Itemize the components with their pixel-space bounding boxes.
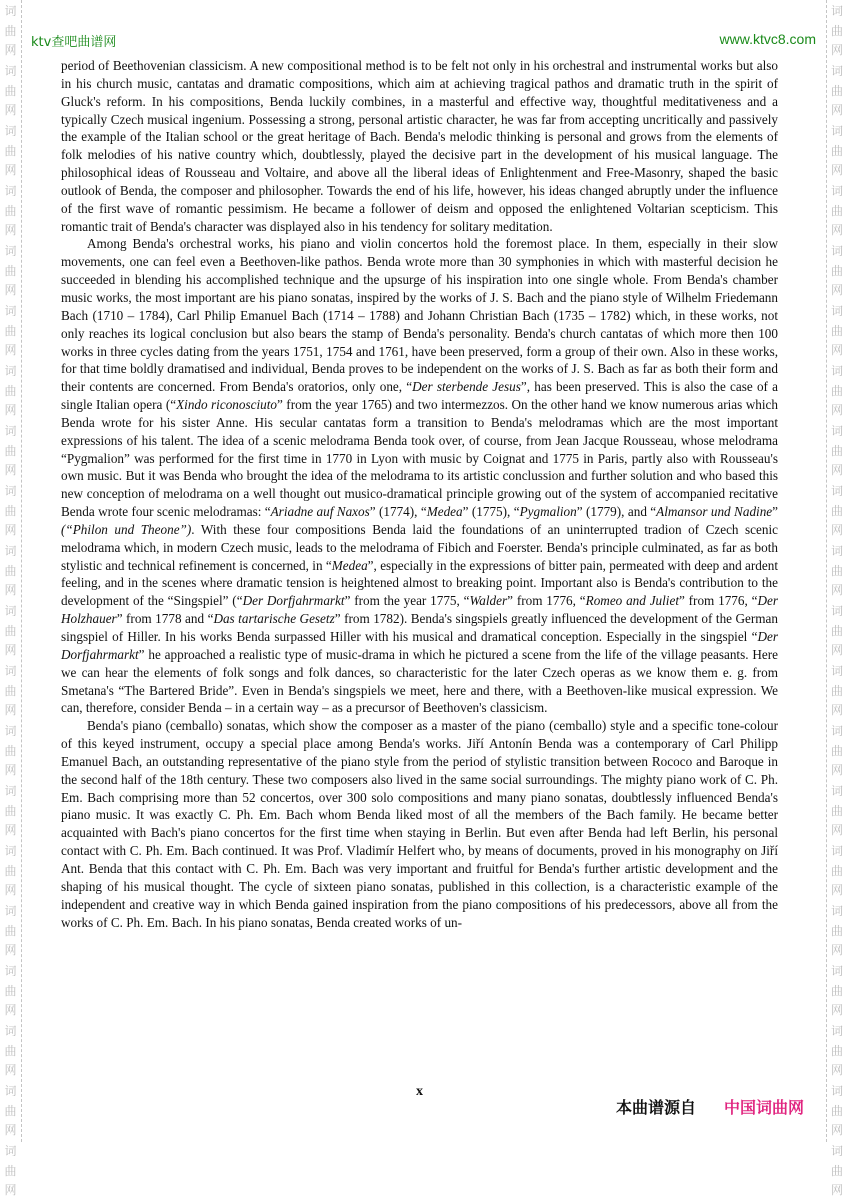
watermark-char: 曲 <box>4 1163 17 1178</box>
watermark-char: 曲 <box>830 323 843 338</box>
watermark-char: 曲 <box>4 563 17 578</box>
watermark-group-right <box>827 360 847 420</box>
watermark-group-left <box>0 480 21 540</box>
watermark-char: 词 <box>4 424 17 438</box>
watermark-char: 词 <box>4 4 17 18</box>
watermark-char: 网 <box>4 583 17 597</box>
watermark-group-left <box>0 60 21 120</box>
paragraph-1 <box>61 57 778 235</box>
watermark-char: 曲 <box>4 203 17 218</box>
text-run: ” he approached a realistic type of music-drama in which he pictured a scene from the life of the village peasants. Here we can hear the elements of folk songs and folk dances, so characteristic for the later Czech operas as we know them e. g. from Smetana's “The Bartered Bride”. Even in Benda's singspiels we meet, here and there, with a Beethoven-like musical expression. We can, therefore, consider Benda – in a certain way – as a precursor of Beethoven's classicism. <box>61 646 778 716</box>
watermark-char: 曲 <box>830 263 843 278</box>
watermark-group-right <box>827 60 847 120</box>
watermark-char: 词 <box>4 244 17 258</box>
watermark-char: 曲 <box>4 683 17 698</box>
watermark-char: 词 <box>4 364 17 378</box>
watermark-char: 词 <box>830 604 843 618</box>
watermark-char: 网 <box>830 283 843 297</box>
text-run: ” <box>772 504 779 520</box>
italic-title: Pygmalion <box>519 504 577 520</box>
page-number: x <box>416 1084 423 1099</box>
watermark-char: 曲 <box>830 923 843 938</box>
watermark-group-right <box>827 1080 847 1140</box>
watermark-char: 网 <box>4 403 17 417</box>
watermark-char: 网 <box>4 1123 17 1137</box>
watermark-group-left <box>0 1020 21 1080</box>
watermark-char: 曲 <box>4 443 17 458</box>
watermark-group-right <box>827 420 847 480</box>
watermark-char: 曲 <box>830 803 843 818</box>
watermark-char: 网 <box>830 1123 843 1137</box>
text-run: ” (1779), and “ <box>576 504 657 520</box>
watermark-group-right <box>827 720 847 780</box>
watermark-char: 曲 <box>4 143 17 158</box>
italic-title: Der sterbende Jesus <box>412 379 521 395</box>
watermark-char: 曲 <box>830 683 843 698</box>
text-run: ” from the year 1765) and two intermezzos. On the other hand we know numerous arias which Benda wrote for his sister Anne. His secular cantatas form a transition to Benda's melodramas which are the most important expressions of his talent. The idea of a scenic melodrama Benda took over, of course, from Jean Jacque Rousseau, whose melodrama “Pygmalion” was performed for the first time in 1770 in Lyon with music by Coignat and 1775 in Paris, partly also with Rousseau's own music. But it was Benda who brought the idea of the melodrama to its artistic conclussion and further solution and who based this new conception of melodrama on a well thought out musico-dramatical principle growing out of the system of accompanied recitative Benda wrote four scenic melodramas: “ <box>61 397 778 520</box>
watermark-char: 网 <box>4 643 17 657</box>
watermark-char: 曲 <box>4 623 17 638</box>
watermark-char: 词 <box>830 844 843 858</box>
watermark-char: 曲 <box>830 443 843 458</box>
watermark-char: 曲 <box>830 623 843 638</box>
watermark-char: 词 <box>830 1144 843 1158</box>
watermark-group-right <box>827 480 847 540</box>
watermark-char: 词 <box>4 1024 17 1038</box>
watermark-char: 词 <box>4 64 17 78</box>
watermark-char: 曲 <box>830 83 843 98</box>
text-run: ” from 1776, “ <box>678 593 758 609</box>
watermark-char: 词 <box>830 664 843 678</box>
watermark-group-left <box>0 180 21 240</box>
watermark-char: 词 <box>830 304 843 318</box>
watermark-char: 曲 <box>4 743 17 758</box>
watermark-char: 网 <box>4 43 17 57</box>
watermark-group-left <box>0 540 21 600</box>
italic-title: Xindo riconosciuto <box>176 397 277 413</box>
watermark-char: 词 <box>4 124 17 138</box>
watermark-group-right <box>827 1140 847 1200</box>
watermark-char: 曲 <box>830 1163 843 1178</box>
watermark-group-right <box>827 900 847 960</box>
footer-site-name[interactable]: 中国词曲网 <box>724 1098 805 1117</box>
watermark-char: 词 <box>4 664 17 678</box>
watermark-char: 网 <box>830 643 843 657</box>
paragraph-3 <box>61 717 778 931</box>
watermark-group-right <box>827 600 847 660</box>
watermark-char: 网 <box>830 583 843 597</box>
watermark-char: 词 <box>830 64 843 78</box>
watermark-char: 词 <box>830 724 843 738</box>
watermark-char: 曲 <box>830 143 843 158</box>
watermark-char: 曲 <box>4 923 17 938</box>
italic-title: Romeo and Juliet <box>585 593 679 609</box>
watermark-char: 网 <box>4 1183 17 1197</box>
watermark-group-right <box>827 780 847 840</box>
italic-title: Der Holzhauer <box>61 593 778 627</box>
watermark-char: 网 <box>4 1063 17 1077</box>
watermark-group-right <box>827 540 847 600</box>
watermark-char: 词 <box>830 244 843 258</box>
watermark-char: 词 <box>830 424 843 438</box>
watermark-group-right <box>827 660 847 720</box>
watermark-char: 词 <box>4 604 17 618</box>
watermark-char: 网 <box>830 223 843 237</box>
watermark-group-right <box>827 840 847 900</box>
watermark-char: 词 <box>4 844 17 858</box>
watermark-group-right <box>827 120 847 180</box>
watermark-char: 网 <box>4 103 17 117</box>
watermark-char: 曲 <box>830 23 843 38</box>
header-site-url[interactable]: www.ktvc8.com <box>719 31 816 47</box>
text-run: ” (1775), “ <box>462 504 520 520</box>
watermark-char: 网 <box>4 763 17 777</box>
watermark-group-left <box>0 360 21 420</box>
italic-title: Medea <box>426 504 463 520</box>
watermark-group-left <box>0 780 21 840</box>
watermark-group-left <box>0 840 21 900</box>
header-site-name: ktv查吧曲谱网 <box>31 35 117 50</box>
watermark-group-right <box>827 300 847 360</box>
text-run: ” from the year 1775, “ <box>344 593 470 609</box>
watermark-group-left <box>0 960 21 1020</box>
watermark-char: 曲 <box>4 83 17 98</box>
watermark-char: 曲 <box>4 983 17 998</box>
watermark-char: 网 <box>4 223 17 237</box>
watermark-char: 网 <box>830 763 843 777</box>
watermark-group-left <box>0 120 21 180</box>
watermark-char: 网 <box>4 943 17 957</box>
watermark-char: 网 <box>4 703 17 717</box>
watermark-char: 词 <box>830 1084 843 1098</box>
watermark-char: 词 <box>4 484 17 498</box>
watermark-char: 词 <box>4 904 17 918</box>
watermark-char: 网 <box>4 343 17 357</box>
watermark-char: 曲 <box>4 1103 17 1118</box>
watermark-group-left <box>0 900 21 960</box>
watermark-char: 词 <box>830 784 843 798</box>
watermark-char: 网 <box>830 1183 843 1197</box>
right-watermark-strip <box>826 0 847 1197</box>
watermark-char: 词 <box>4 724 17 738</box>
text-run: Among Benda's orchestral works, his piano and violin concertos hold the foremost place. In them, especially in their slow movements, one can feel even a Beethoven-like pathos. Benda wrote more than 30 symphonies in which with masterful decision he succeeded in blending his accomplished technique and the upsurge of his inspiration into one single whole. From Benda's chamber music works, the most important are his piano sonatas, inspired by the works of J. S. Bach and the piano style of Wilhelm Friedemann Bach (1710 – 1784), Carl Philip Emanuel Bach (1714 – 1788) and Johann Christian Bach (1735 – 1782) which, in these works, not only reaches its logical conclusion but also bears the stamp of Benda's personality. Benda's church cantatas of which more then 100 works in three cycles dating from the years 1751, 1754 and 1761, have been preserved, form a group of their own. Also in these works, for that time boldly dramatised and individual, Benda proves to be independent on the works of J. S. Bach as far as both their form and their contents are concerned. From Benda's oratorios, only one, “ <box>61 236 778 395</box>
watermark-char: 网 <box>830 343 843 357</box>
watermark-char: 词 <box>4 1084 17 1098</box>
watermark-group-left <box>0 300 21 360</box>
watermark-char: 网 <box>4 283 17 297</box>
watermark-group-right <box>827 240 847 300</box>
document-body <box>61 57 778 931</box>
watermark-char: 曲 <box>4 263 17 278</box>
watermark-char: 曲 <box>4 383 17 398</box>
watermark-char: 网 <box>830 703 843 717</box>
watermark-char: 曲 <box>4 803 17 818</box>
watermark-char: 曲 <box>830 983 843 998</box>
italic-title: Das tartarische Gesetz <box>213 611 335 627</box>
watermark-char: 词 <box>4 784 17 798</box>
watermark-char: 词 <box>4 544 17 558</box>
italic-title: Ariadne auf Naxos <box>270 504 370 520</box>
italic-title: Der Dorfjahrmarkt <box>242 593 345 609</box>
watermark-char: 曲 <box>830 1103 843 1118</box>
watermark-char: 网 <box>4 883 17 897</box>
footer-source-label: 本曲谱源自 <box>616 1098 697 1117</box>
watermark-char: 网 <box>4 1003 17 1017</box>
watermark-char: 网 <box>830 883 843 897</box>
watermark-char: 词 <box>830 964 843 978</box>
watermark-char: 网 <box>830 943 843 957</box>
watermark-char: 网 <box>4 823 17 837</box>
watermark-char: 曲 <box>4 863 17 878</box>
watermark-char: 曲 <box>4 503 17 518</box>
watermark-char: 曲 <box>830 563 843 578</box>
watermark-char: 网 <box>830 1003 843 1017</box>
watermark-group-left <box>0 0 21 60</box>
watermark-char: 词 <box>4 304 17 318</box>
text-run: ” from 1778 and “ <box>116 611 214 627</box>
watermark-char: 词 <box>4 184 17 198</box>
italic-title: Der Dorfjahrmarkt <box>61 629 778 662</box>
watermark-char: 词 <box>4 964 17 978</box>
watermark-char: 曲 <box>830 743 843 758</box>
italic-title: (“Philon und Theone”) <box>61 521 192 537</box>
italic-title: Almansor und Nadine <box>656 504 773 520</box>
watermark-char: 词 <box>830 904 843 918</box>
text-run: period of Beethovenian classicism. A new compositional method is to be felt not only in his orchestral and instrumental works but also in his church music, cantatas and dramatic compositions, which aim at achieving tragical pathos and dramatic truth in the spirit of Gluck's reform. In his compositions, Benda luckily combines, in a masterful and effective way, thoughtful meditativeness and a typically Czech musical ingenium. Possessing a strong, personal artistic character, he was far from accepting uncritically and passively the example of the Italian school or the great heritage of Bach. Benda's melodic thinking is personal and grows from the elements of folk melodies of his native country which, doubtlessly, played the decisive part in the development of his musical language. The philosophical ideas of Rousseau and Voltaire, and above all the liberal ideas of Enlightenment and Free-Masonry, shaped the basic outlook of Benda, the composer and philosopher. Towards the end of his life, however, his ideas changed abruptly under the influence of the first wave of romantic pessimism. He became a follower of deism and opposed the enlightened Voltarian scepticism. This romantic trait of Benda's character was displayed also in his tendency for solitary meditation. <box>61 58 778 234</box>
watermark-group-right <box>827 180 847 240</box>
watermark-char: 网 <box>830 523 843 537</box>
watermark-group-left <box>0 720 21 780</box>
watermark-char: 网 <box>4 523 17 537</box>
watermark-char: 网 <box>830 103 843 117</box>
watermark-char: 网 <box>830 403 843 417</box>
watermark-char: 网 <box>830 463 843 477</box>
watermark-char: 词 <box>830 124 843 138</box>
watermark-char: 网 <box>830 823 843 837</box>
text-run: ”, especially in the expressions of bitter pain, permeated with deep and ardent feeling, and in the scenes where dramatic tension is heightened almost to breaking point. Important also is Benda's contribution to the development of the “Singspiel” (“ <box>61 557 778 609</box>
watermark-char: 词 <box>4 1144 17 1158</box>
paragraph-2 <box>61 235 778 717</box>
watermark-char: 词 <box>830 184 843 198</box>
text-run: ” (1774), “ <box>369 504 427 520</box>
watermark-char: 词 <box>830 364 843 378</box>
watermark-char: 词 <box>830 484 843 498</box>
watermark-char: 曲 <box>830 1043 843 1058</box>
watermark-char: 网 <box>830 43 843 57</box>
watermark-char: 曲 <box>830 383 843 398</box>
watermark-char: 曲 <box>4 1043 17 1058</box>
watermark-char: 词 <box>830 1024 843 1038</box>
watermark-char: 曲 <box>4 23 17 38</box>
watermark-char: 网 <box>4 463 17 477</box>
watermark-char: 词 <box>830 544 843 558</box>
text-run: ”, has been preserved. This is also the case of a single Italian opera (“ <box>61 379 778 413</box>
watermark-char: 曲 <box>4 323 17 338</box>
text-run: Benda's piano (cemballo) sonatas, which show the composer as a master of the piano (cemballo) style and a specific tone-colour of this keyed instrument, occupy a special place among Benda's works. Jiří Antonín Benda was a contemporary of Carl Philipp Emanuel Bach, an outstanding representative of the piano style from the period of stylistic transition between Rococo and Baroque in the second half of the 18th century. These two composers also lived in the same social surroundings. The mighty piano work of C. Ph. Em. Bach comprising more than 52 concertos, over 300 solo compositions and many piano sonatas, doubtlessly influenced Benda's piano music. It was exactly C. Ph. Em. Bach whom Benda liked most of all the members of the Bach family. He became better acquainted with Bach's piano concertos for the first time when staying in Berlin. But even after Benda had left Berlin, his personal contact with C. Ph. Em. Bach continued. It was Prof. Vladimír Helfert who, by means of documents, proved in his monography on Jiří Ant. Benda that this contact with C. Ph. Em. Bach was very important and fruitful for Benda's further artistic development and the shaping of his musical thought. The cycle of sixteen piano sonatas, published in this collection, is a characteristic example of the independent and creative way in which Benda gained inspiration from the piano compositions of his predecessors, above all from the works of C. Ph. Em. Bach. In his piano sonatas, Benda created works of un- <box>61 718 778 930</box>
watermark-group-left <box>0 1080 21 1140</box>
italic-title: Medea <box>331 557 368 573</box>
italic-title: Walder <box>469 593 508 609</box>
text-run: ” from 1776, “ <box>507 593 586 609</box>
watermark-group-left <box>0 420 21 480</box>
watermark-char: 网 <box>830 163 843 177</box>
watermark-char: 词 <box>830 4 843 18</box>
watermark-group-right <box>827 1020 847 1080</box>
watermark-group-right <box>827 0 847 60</box>
watermark-group-left <box>0 660 21 720</box>
left-watermark-strip <box>0 0 22 1197</box>
watermark-group-left <box>0 1140 21 1200</box>
watermark-group-right <box>827 960 847 1020</box>
text-run: . With these four compositions Benda laid the foundations of an uninterrupted tradion of Czech scenic melodrama which, in modern Czech music, leads to the melodrama of Fibich and Foerster. Benda's principle culminated, as far as both stylistic and technical refinement is concerned, in “ <box>61 521 778 573</box>
watermark-char: 网 <box>4 163 17 177</box>
watermark-group-left <box>0 600 21 660</box>
text-run: ” from 1782). Benda's singspiels greatly influenced the development of the German singspiel of Hiller. In his works Benda surpassed Hiller with his musical and dramatical conception. Especially in the singspiel “ <box>61 611 778 644</box>
watermark-char: 曲 <box>830 863 843 878</box>
watermark-char: 曲 <box>830 503 843 518</box>
watermark-group-left <box>0 240 21 300</box>
watermark-char: 网 <box>830 1063 843 1077</box>
watermark-char: 曲 <box>830 203 843 218</box>
